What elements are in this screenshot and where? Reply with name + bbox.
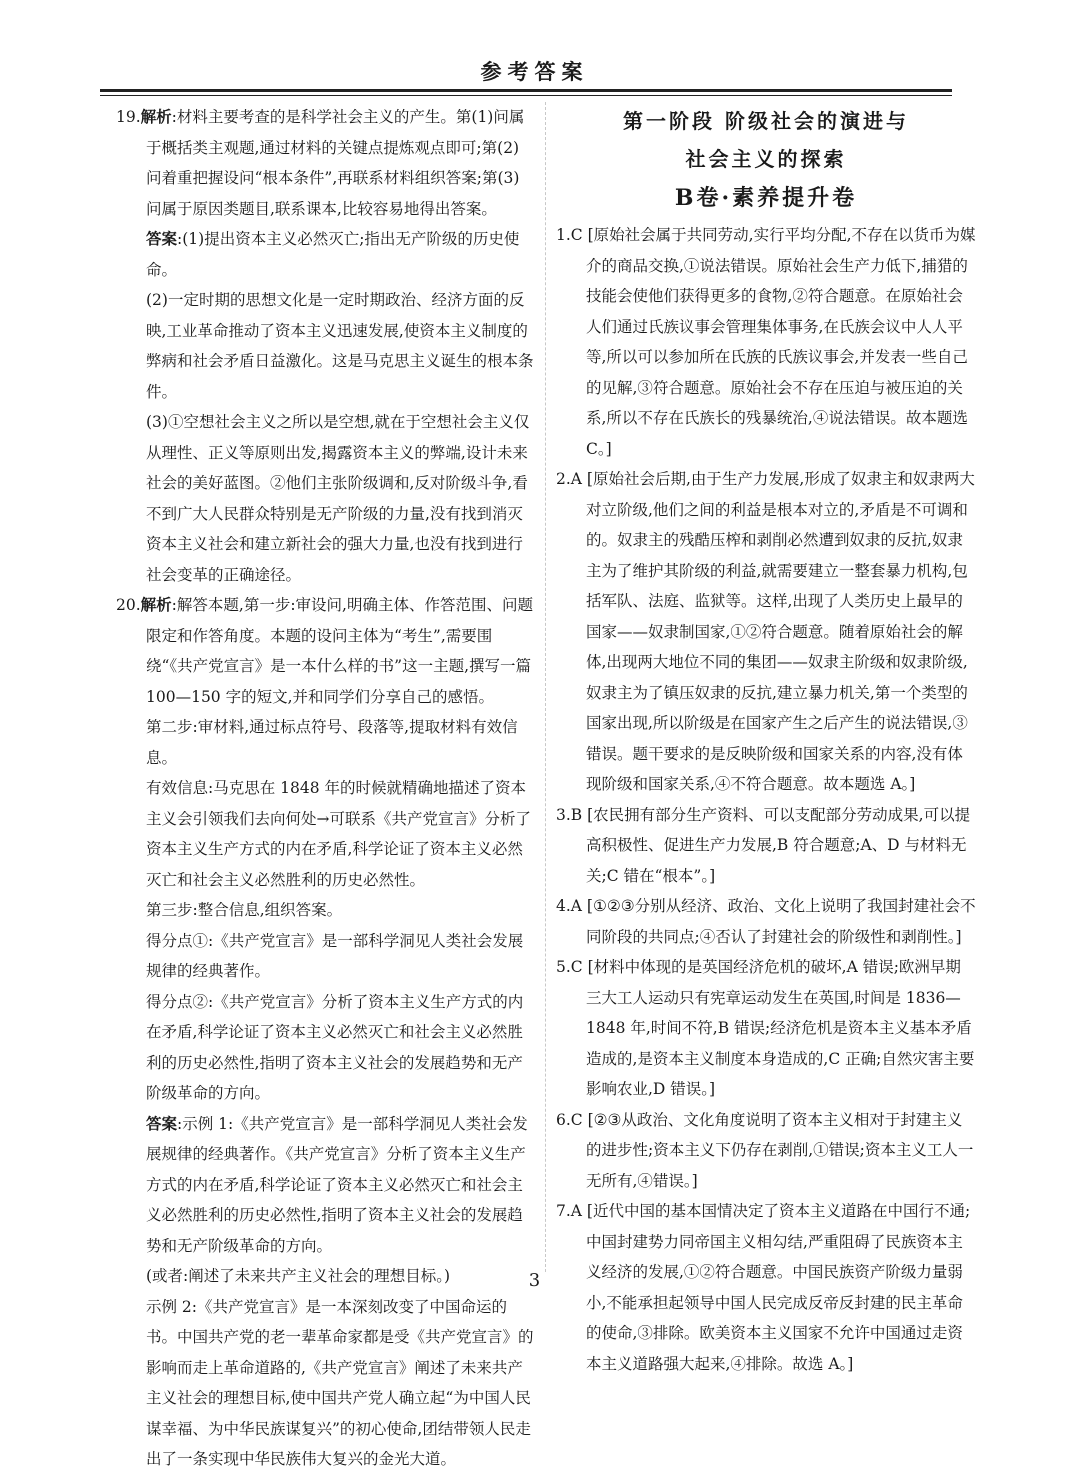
q20-info: 有效信息:马克思在 1848 年的时候就精确地描述了资本主义会引领我们去向何处→可联系《共产党宣言》分析了资本主义生产方式的内在矛盾,科学论证了资本主义必然灭亡和社会主义必然胜利的历史必然性。 bbox=[146, 779, 531, 889]
item-number: 5.C bbox=[556, 958, 583, 976]
item-number: 7.A bbox=[556, 1202, 582, 1220]
item-number: 2.A bbox=[556, 470, 582, 488]
header-rule-thin bbox=[100, 95, 952, 96]
mc-item-5 bbox=[556, 952, 976, 1105]
item-number: 6.C bbox=[556, 1110, 583, 1129]
mc-item-6 bbox=[556, 1105, 976, 1197]
q20-alt: (或者:阐述了未来共产主义社会的理想目标。) bbox=[146, 1267, 451, 1285]
mc-item-1 bbox=[556, 220, 976, 464]
column-divider bbox=[545, 102, 546, 1272]
analysis-text: :材料主要考查的是科学社会主义的产生。第(1)问属于概括类主观题,通过材料的关键点提炼观点即可;第(2)问着重把握设问“根本条件”,再联系材料组织答案;第(3)问属于原因类题目,联系课本,比较容易地得出答案。 bbox=[146, 108, 525, 218]
item-number: 3.B bbox=[556, 805, 583, 824]
q20-point2: 得分点②:《共产党宣言》分析了资本主义生产方式的内在矛盾,科学论证了资本主义必然灭亡和社会主义必然胜利的历史必然性,指明了资本主义社会的发展趋势和无产阶级革命的方向。 bbox=[146, 992, 524, 1102]
q20-analysis bbox=[116, 590, 534, 712]
q19-answer-p3: (3)①空想社会主义之所以是空想,就在于空想社会主义仅从理性、正义等原则出发,揭露资本主义的弊端,设计未来社会的美好蓝图。②他们主张阶级调和,反对阶级斗争,看不到广大人民群众特别是无产阶级的力量,没有找到消灭资本主义社会和建立新社会的强大力量,也没有找到进行社会变革的正确途径。 bbox=[146, 413, 530, 584]
section-title-line2: 社会主义的探索 bbox=[685, 147, 847, 171]
right-column bbox=[556, 102, 976, 1379]
item-text: [材料中体现的是英国经济危机的破坏,A 错误;欧洲早期三大工人运动只有宪章运动发生在英国,时间是 1836—1848 年,时间不符,B 错误;经济危机是资本主义基本矛盾造成的,是资本主义制度本身造成的,C 正确;自然灾害主要影响农业,D 错误。] bbox=[586, 958, 975, 1098]
page-number: 3 bbox=[528, 1270, 541, 1291]
item-number: 4.A bbox=[556, 897, 582, 915]
mc-item-3 bbox=[556, 800, 976, 892]
item-text: [原始社会后期,由于生产力发展,形成了奴隶主和奴隶两大对立阶级,他们之间的利益是根本对立的,矛盾是不可调和的。奴隶主的残酷压榨和剥削必然遭到奴隶的反抗,奴隶主为了维护其阶级的利益,就需要建立一整套暴力机构,包括军队、法庭、监狱等。这样,出现了人类历史上最早的国家——奴隶制国家,①②符合题意。随着原始社会的解体,出现两大地位不同的集团——奴隶主阶级和奴隶阶级,奴隶主为了镇压奴隶的反抗,建立暴力机关,第一个类型的国家出现,所以阶级是在国家产生之后产生的说法错误,③错误。题干要求的是反映阶级和国家关系的内容,没有体现阶级和国家关系,④不符合题意。故本题选 A。] bbox=[586, 470, 975, 793]
header-rule-thick bbox=[100, 89, 952, 92]
left-column bbox=[116, 102, 534, 1475]
analysis-label: 解析 bbox=[140, 108, 172, 126]
item-text: [原始社会属于共同劳动,实行平均分配,不存在以货币为媒介的商品交换,①说法错误。原始社会生产力低下,捕猎的技能会使他们获得更多的食物,②符合题意。在原始社会人们通过氏族议事会管理集体事务,在氏族会议中人人平等,所以可以参加所在氏族的氏族议事会,并发表一些自己的见解,③符合题意。原始社会不存在压迫与被压迫的关系,所以不存在氏族长的残暴统治,④说法错误。故本题选 C。] bbox=[586, 226, 976, 458]
q20-step3: 第三步:整合信息,组织答案。 bbox=[146, 901, 343, 919]
item-text: [农民拥有部分生产资料、可以支配部分劳动成果,可以提高积极性、促进生产力发展,B 符合题意;A、D 与材料无关;C 错在“根本”。] bbox=[586, 805, 971, 885]
q20-step2: 第二步:审材料,通过标点符号、段落等,提取材料有效信息。 bbox=[146, 718, 518, 767]
question-number: 19. bbox=[116, 108, 141, 126]
page-header-title: 参考答案 bbox=[480, 60, 589, 84]
answer-label: 答案 bbox=[146, 230, 178, 248]
q19-analysis bbox=[116, 102, 534, 224]
item-number: 1.C bbox=[556, 226, 583, 244]
q20-answer bbox=[116, 1109, 534, 1262]
analysis-label: 解析 bbox=[140, 596, 172, 614]
answer-text: :(1)提出资本主义必然灭亡;指出无产阶级的历史使命。 bbox=[146, 230, 520, 279]
mc-item-2 bbox=[556, 464, 976, 800]
section-subtitle: B卷·素养提升卷 bbox=[674, 185, 858, 211]
q20-point1: 得分点①:《共产党宣言》是一部科学洞见人类社会发展规律的经典著作。 bbox=[146, 931, 524, 980]
mc-item-4 bbox=[556, 891, 976, 952]
answer-label: 答案 bbox=[146, 1114, 178, 1133]
item-text: [②③从政治、文化角度说明了资本主义相对于封建主义的进步性;资本主义下仍存在剥削,①错误;资本主义工人一无所有,④错误。] bbox=[586, 1110, 974, 1190]
q19-answer-p2: (2)一定时期的思想文化是一定时期政治、经济方面的反映,工业革命推动了资本主义迅速发展,使资本主义制度的弊病和社会矛盾日益激化。这是马克思主义诞生的根本条件。 bbox=[146, 291, 534, 401]
item-text: [①②③分别从经济、政治、文化上说明了我国封建社会不同阶段的共同点;④否认了封建社会的阶级性和剥削性。] bbox=[586, 897, 976, 946]
section-title-line1: 第一阶段 阶级社会的演进与 bbox=[623, 109, 909, 133]
q20-example2: 示例 2:《共产党宣言》是一本深刻改变了中国命运的书。中国共产党的老一辈革命家都是受《共产党宣言》的影响而走上革命道路的,《共产党宣言》阐述了未来共产主义社会的理想目标,使中国共产党人确立起“为中国人民谋幸福、为中华民族谋复兴”的初心使命,团结带领人民走出了一条实现中华民族伟大复兴的金光大道。 bbox=[146, 1297, 534, 1468]
analysis-text: :解答本题,第一步:审设问,明确主体、作答范围、问题限定和作答角度。本题的设问主体为“考生”,需要围绕“《共产党宣言》是一本什么样的书”这一主题,撰写一篇 100—150 字的短文,并和同学们分享自己的感悟。 bbox=[146, 596, 533, 706]
q19-answer bbox=[116, 224, 534, 285]
question-number: 20. bbox=[116, 596, 141, 614]
answer-text: :示例 1:《共产党宣言》是一部科学洞见人类社会发展规律的经典著作。《共产党宣言》分析了资本主义生产方式的内在矛盾,科学论证了资本主义必然灭亡和社会主义必然胜利的历史必然性,指明了资本主义社会的发展趋势和无产阶级革命的方向。 bbox=[146, 1114, 528, 1255]
item-text: [近代中国的基本国情决定了资本主义道路在中国行不通;中国封建势力同帝国主义相勾结,严重阻碍了民族资本主义经济的发展,①②符合题意。中国民族资产阶级力量弱小,不能承担起领导中国人民完成反帝反封建的民主革命的使命,③排除。欧美资本主义国家不允许中国通过走资本主义道路强大起来,④排除。故选 A。] bbox=[586, 1202, 971, 1373]
